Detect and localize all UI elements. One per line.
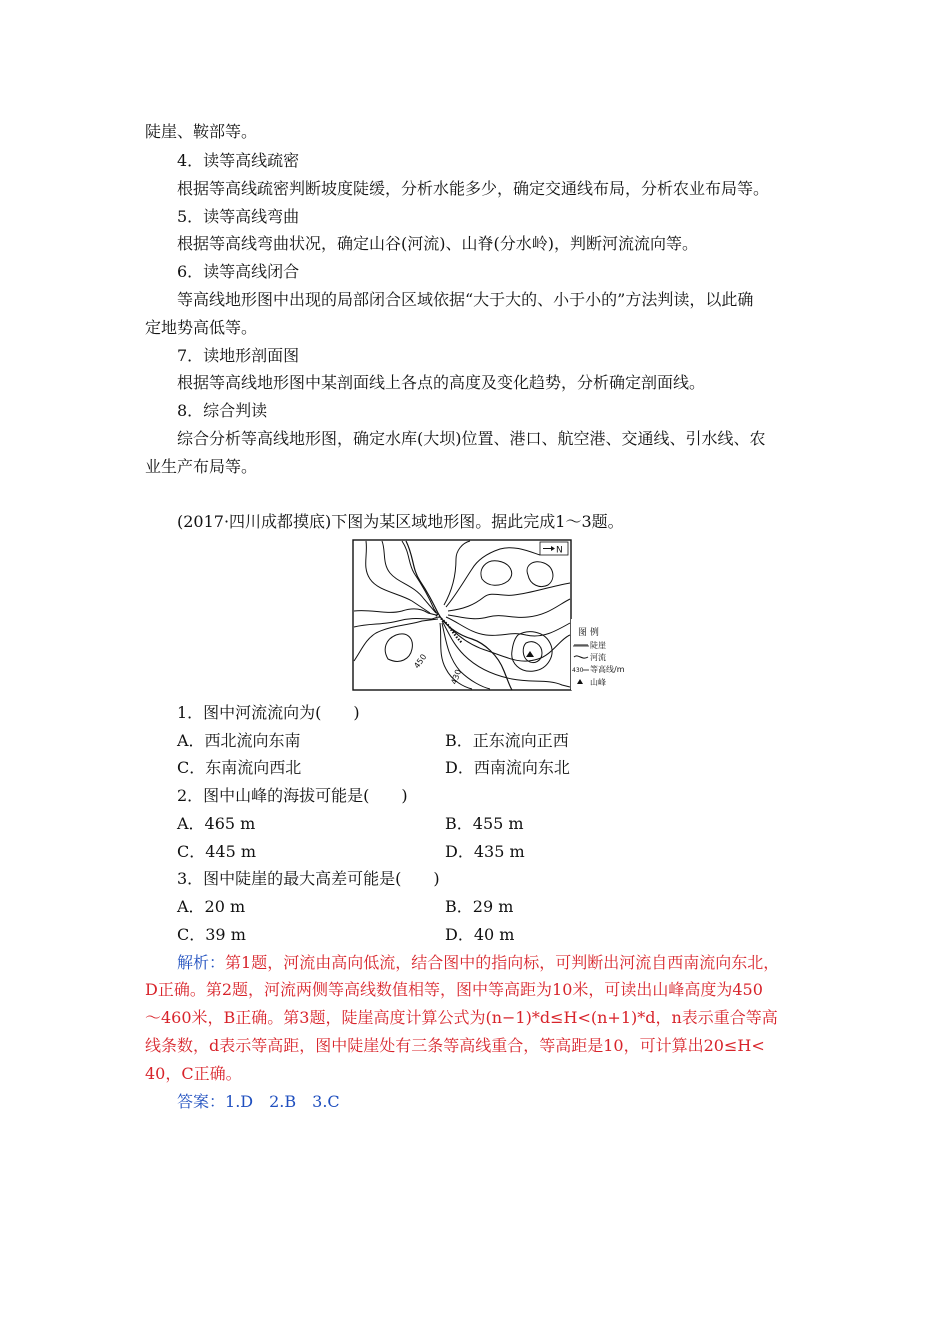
legend-contour-value: 430 — [572, 667, 584, 674]
legend-title: 图 例 — [578, 628, 599, 638]
question-1-stem: 1．图中河流流向为( ) — [177, 703, 360, 722]
analysis-line-5: 40，C正确。 — [145, 1064, 242, 1083]
section-text-5: 根据等高线弯曲状况，确定山谷(河流)、山脊(分水岭)，判断河流流向等。 — [177, 234, 698, 253]
north-arrow-icon — [540, 542, 568, 556]
question-1-option-a: A．西北流向东南 — [177, 731, 301, 750]
question-2-option-d: D．435 m — [445, 842, 525, 861]
answer-label: 答案： — [177, 1092, 226, 1111]
peak-icon — [526, 651, 534, 657]
section-heading-4: 4．读等高线疏密 — [177, 151, 300, 170]
contour-label-430: 430 — [449, 668, 464, 686]
legend-river: 河流 — [590, 653, 606, 662]
analysis-line-4: 线条数，d表示等高距，图中陡崖处有三条等高线重合，等高距是10，可计算出20≤H< — [145, 1036, 765, 1055]
cliff-line — [436, 615, 462, 643]
question-3-option-b: B．29 m — [445, 897, 514, 916]
analysis-label: 解析： — [177, 953, 226, 972]
section-text-4: 根据等高线疏密判断坡度陡缓，分析水能多少，确定交通线布局，分析农业布局等。 — [177, 179, 770, 198]
question-3-option-c: C．39 m — [177, 925, 246, 944]
analysis-line-1 — [177, 952, 779, 974]
legend-cliff: 陡崖 — [590, 641, 606, 650]
legend-contour: 等高线/m — [590, 665, 625, 674]
question-1-option-d: D．西南流向东北 — [445, 758, 570, 777]
contour-label-450: 450 — [412, 652, 429, 671]
analysis-text-1: 第1题，河流由高向低流，结合图中的指向标，可判断出河流自西南流向东北， — [225, 953, 780, 972]
section-heading-8: 8．综合判读 — [177, 401, 268, 420]
answer-line — [177, 1091, 340, 1113]
question-1-option-b: B．正东流向正西 — [445, 731, 569, 750]
north-label: N — [556, 545, 563, 556]
section-text-8a: 综合分析等高线地形图，确定水库(大坝)位置、港口、航空港、交通线、引水线、农 — [177, 429, 766, 448]
section-text-6b: 定地势高低等。 — [145, 318, 258, 337]
contour-lines — [354, 541, 570, 689]
question-2-option-a: A．465 m — [177, 814, 256, 833]
legend-peak: 山峰 — [590, 678, 606, 687]
contour-map — [352, 539, 625, 691]
intro-line: 陡崖、鞍部等。 — [145, 122, 258, 141]
question-2-option-c: C．445 m — [177, 842, 257, 861]
question-prompt: (2017·四川成都摸底)下图为某区域地形图。据此完成1～3题。 — [177, 512, 624, 531]
question-2-stem: 2．图中山峰的海拔可能是( ) — [177, 786, 408, 805]
question-1-option-c: C．东南流向西北 — [177, 758, 302, 777]
section-text-8b: 业生产布局等。 — [145, 457, 258, 476]
question-3-stem: 3．图中陡崖的最大高差可能是( ) — [177, 869, 440, 888]
question-3-option-a: A．20 m — [177, 897, 246, 916]
analysis-line-2: D正确。第2题，河流两侧等高线数值相等，图中等高距为10米，可读出山峰高度为450 — [145, 980, 763, 999]
section-heading-7: 7．读地形剖面图 — [177, 346, 300, 365]
question-3-option-d: D．40 m — [445, 925, 515, 944]
analysis-line-3: ～460米，B正确。第3题，陡崖高度计算公式为(n−1)*d≤H<(n+1)*d，n表示重合等高 — [145, 1008, 778, 1027]
section-text-6a: 等高线地形图中出现的局部闭合区域依据“大于大的、小于小的”方法判读，以此确 — [177, 290, 754, 309]
section-heading-5: 5．读等高线弯曲 — [177, 207, 300, 226]
section-text-7: 根据等高线地形图中某剖面线上各点的高度及变化趋势，分析确定剖面线。 — [177, 373, 706, 392]
section-heading-6: 6．读等高线闭合 — [177, 262, 300, 281]
question-2-option-b: B．455 m — [445, 814, 524, 833]
answer-text: 1.D 2.B 3.C — [225, 1092, 340, 1111]
